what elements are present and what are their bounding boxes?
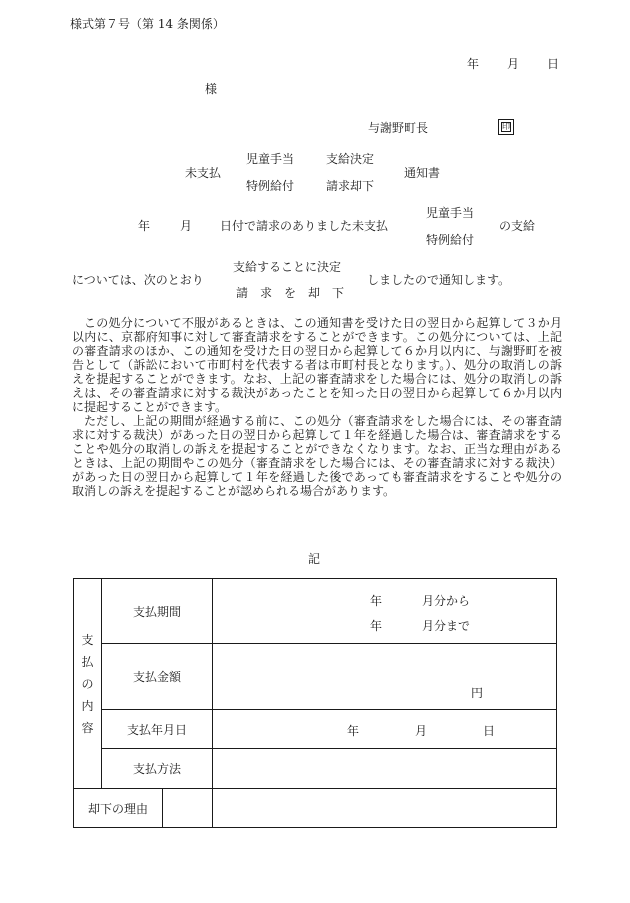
lead-month: 月 [180, 219, 193, 233]
form-number: 様式第７号（第 14 条関係） [70, 17, 225, 31]
lead-no-shikyu: の支給 [499, 219, 536, 233]
period-from-year: 年 [370, 594, 383, 608]
title-tokurei-kyufu: 特例給付 [246, 179, 295, 193]
date-year: 年 [467, 57, 480, 71]
appeal-paragraph-2: ただし、上記の期間が経過する前に、この処分（審査請求をした場合には、その審査請求に対する裁決）があった日の翌日から起算して１年を経過した場合は、審査請求をすることや処分の取消しの訴えを提起することができなくなります。なお、正当な理由があるときは、上記の期間やこの処分（審査請求をした場合には、その審査請求に対する裁決）があった日の翌日から起算して１年を経過した後であっても審査請求をすることや処分の取消しの訴えを提起することが認められる場合があります。 [72, 414, 562, 498]
title-misharai: 未支払 [185, 166, 222, 180]
decision-reject: 請求を却下 [236, 286, 357, 300]
group-char: 払 [81, 654, 94, 669]
decision-grant: 支給することに決定 [233, 260, 342, 274]
payment-date-value[interactable] [213, 710, 557, 749]
amount-unit: 円 [471, 686, 484, 700]
lead-tokurei-kyufu: 特例給付 [426, 233, 475, 247]
group-char: 支 [81, 632, 94, 647]
period-to-month: 月分まで [422, 619, 471, 633]
period-to-year: 年 [370, 619, 383, 633]
date-month: 月 [507, 57, 520, 71]
payment-date-day: 日 [483, 724, 496, 738]
seal-char: 印 [502, 122, 510, 131]
title-jido-teate: 児童手当 [246, 152, 295, 166]
group-char: の [81, 676, 94, 691]
amount-label: 支払金額 [102, 644, 213, 710]
title-tsuchisho: 通知書 [404, 166, 441, 180]
appeal-paragraph-1: この処分について不服があるときは、この通知書を受けた日の翌日から起算して３か月以内に、京都府知事に対して審査請求をすることができます。この処分については、上記の審査請求のほか、この通知を受けた日の翌日から起算して６か月以内に、与謝野町を被告として（訴訟において市町村を代表する者は市町村長となります。）、処分の取消しの訴えを提起することができます。なお、上記の審査請求をした場合には、処分の取消しの訴えは、その審査請求に対する裁決があったことを知った日の翌日から起算して６か月以内に提起することができます。 [72, 316, 562, 414]
payment-date-year: 年 [347, 724, 360, 738]
title-shikyu-kettei: 支給決定 [326, 152, 375, 166]
group-char: 内 [81, 698, 94, 713]
ki-heading: 記 [308, 552, 321, 566]
decision-pre: については、次のとおり [72, 273, 204, 287]
payment-date-month: 月 [415, 724, 428, 738]
period-from-month: 月分から [422, 594, 471, 608]
issue-date [467, 58, 559, 70]
appeal-notice [72, 316, 562, 498]
payment-details-table [73, 578, 557, 828]
lead-year: 年 [138, 219, 151, 233]
lead-text: 日付で請求のありました未支払 [220, 219, 389, 233]
seal-mark [498, 119, 514, 135]
addressee-suffix: 様 [205, 82, 218, 96]
payment-date-label: 支払年月日 [102, 710, 213, 749]
issuer-name: 与謝野町長 [368, 121, 429, 135]
period-value[interactable] [213, 579, 557, 644]
title-seikyu-kyakka: 請求却下 [326, 179, 375, 193]
lead-jido-teate: 児童手当 [426, 206, 475, 220]
period-label: 支払期間 [102, 579, 213, 644]
payment-content-label [74, 579, 102, 789]
reason-label: 却下の理由 [74, 789, 163, 827]
decision-post: しましたので通知します。 [367, 273, 511, 287]
date-day: 日 [547, 57, 560, 71]
group-char: 容 [81, 720, 94, 735]
method-value[interactable] [213, 749, 557, 789]
method-label: 支払方法 [102, 749, 213, 789]
reason-row-label [74, 789, 213, 828]
amount-value[interactable] [213, 644, 557, 710]
reason-value[interactable] [213, 789, 557, 828]
